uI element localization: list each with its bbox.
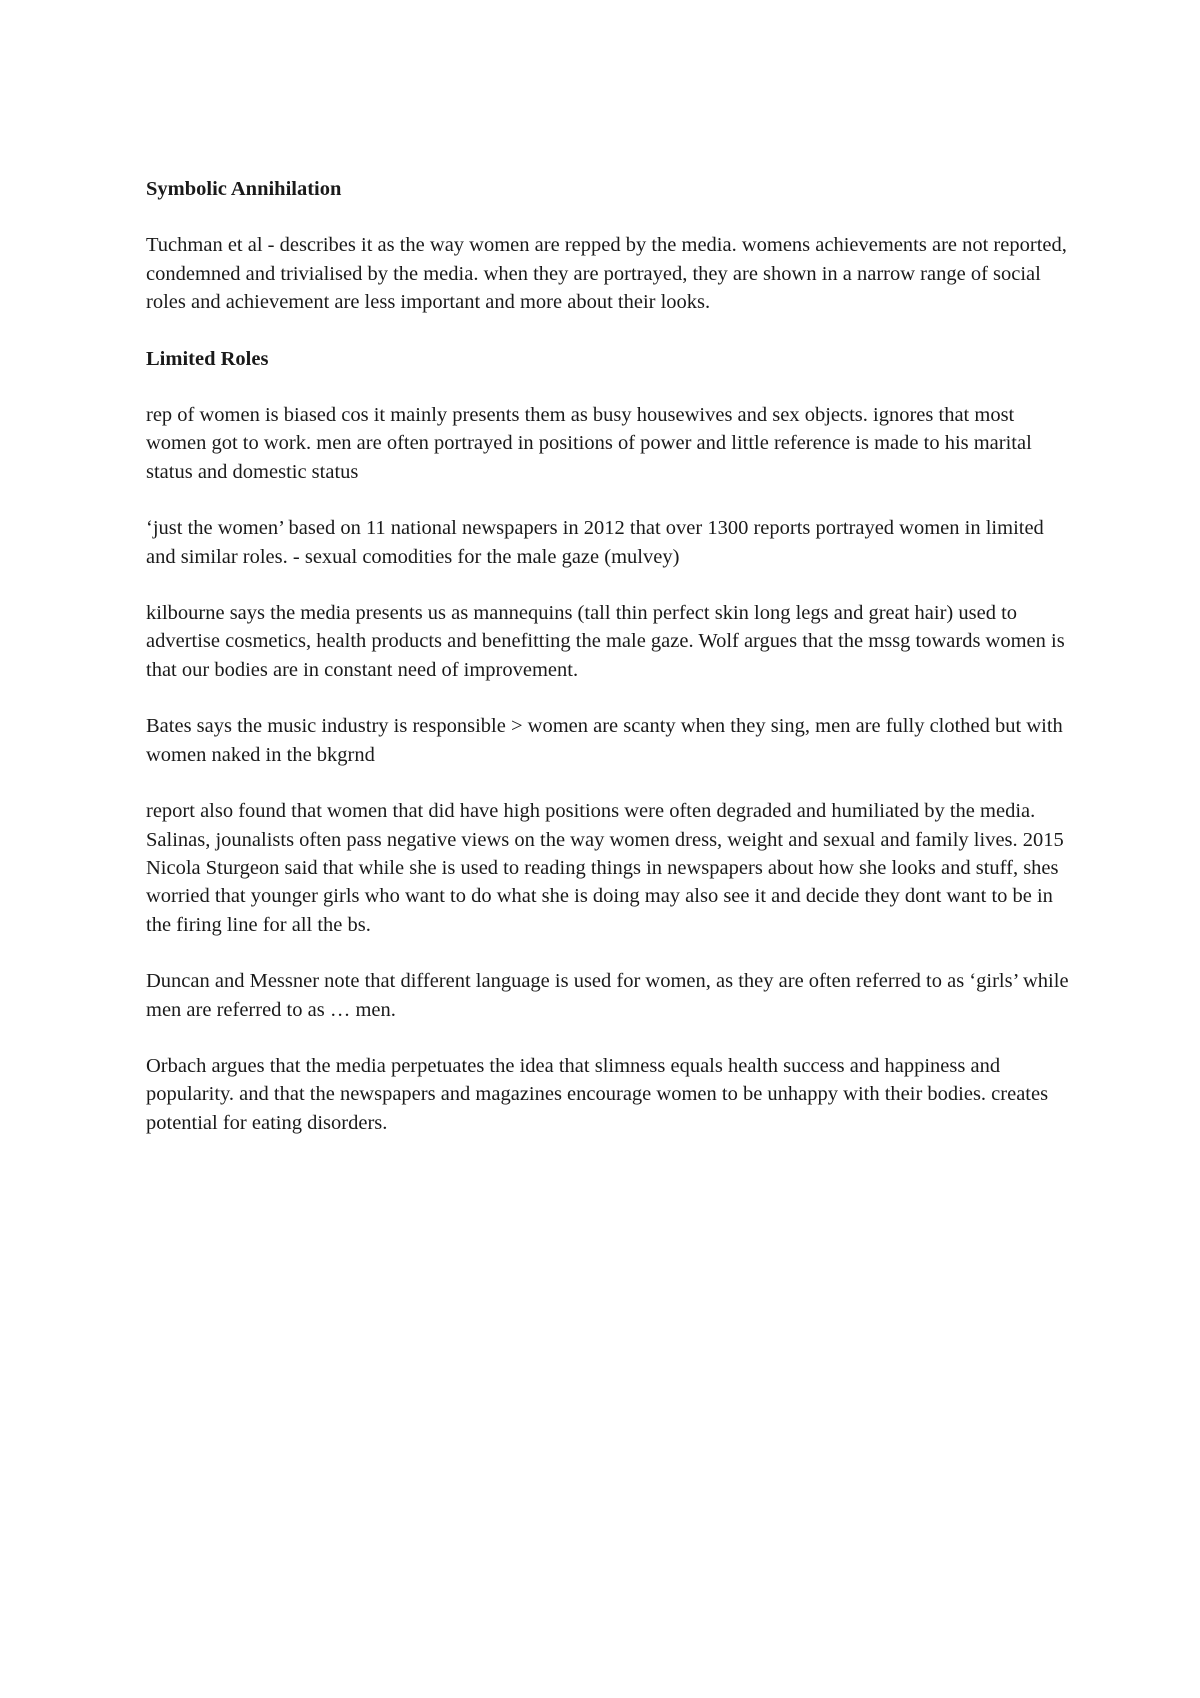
paragraph-orbach: Orbach argues that the media perpetuates the idea that slimness equals health success and happiness and popularity. and that the newspapers and magazines encourage women to be unhappy with their bodies. creates potential for eating disorders.: [146, 1054, 1049, 1134]
paragraph-rep-of-women: rep of women is biased cos it mainly presents them as busy housewives and sex objects. ignores that most women got to work. men are often portrayed in positions of power and little reference is made to his marital status and domestic status: [146, 404, 1032, 483]
section-heading-limited-roles: Limited Roles: [146, 347, 269, 370]
paragraph-tuchman: Tuchman et al - describes it as the way women are repped by the media. womens achievements are not reported, condemned and trivialised by the media. when they are portrayed, they are shown in a narrow range of social roles and achievement are less important and more about their looks.: [146, 234, 1067, 314]
paragraph-duncan-messner: Duncan and Messner note that different language is used for women, as they are often referred to as ‘girls’ while men are referred to as … men.: [146, 970, 1069, 1021]
paragraph-kilbourne: kilbourne says the media presents us as mannequins (tall thin perfect skin long legs and great hair) used to advertise cosmetics, health products and benefitting the male gaze. Wolf argues that the mssg towards women is that our bodies are in constant need of improvement.: [146, 602, 1065, 681]
section-heading-symbolic-annihilation: Symbolic Annihilation: [146, 178, 342, 200]
paragraph-just-the-women: ‘just the women’ based on 11 national newspapers in 2012 that over 1300 reports portrayed women in limited and similar roles. - sexual comodities for the male gaze (mulvey): [146, 517, 1044, 568]
paragraph-bates: Bates says the music industry is responsible > women are scanty when they sing, men are fully clothed but with women naked in the bkgrnd: [146, 715, 1063, 766]
document-body: [146, 175, 1076, 1165]
paragraph-report: report also found that women that did have high positions were often degraded and humiliated by the media. Salinas, jounalists often pass negative views on the way women dress, weight and sexual and family lives. 2015 Nicola Sturgeon said that while she is used to reading things in newspapers about how she looks and stuff, shes worried that younger girls who want to do what she is doing may also see it and decide they dont want to be in the firing line for all the bs.: [146, 800, 1064, 936]
